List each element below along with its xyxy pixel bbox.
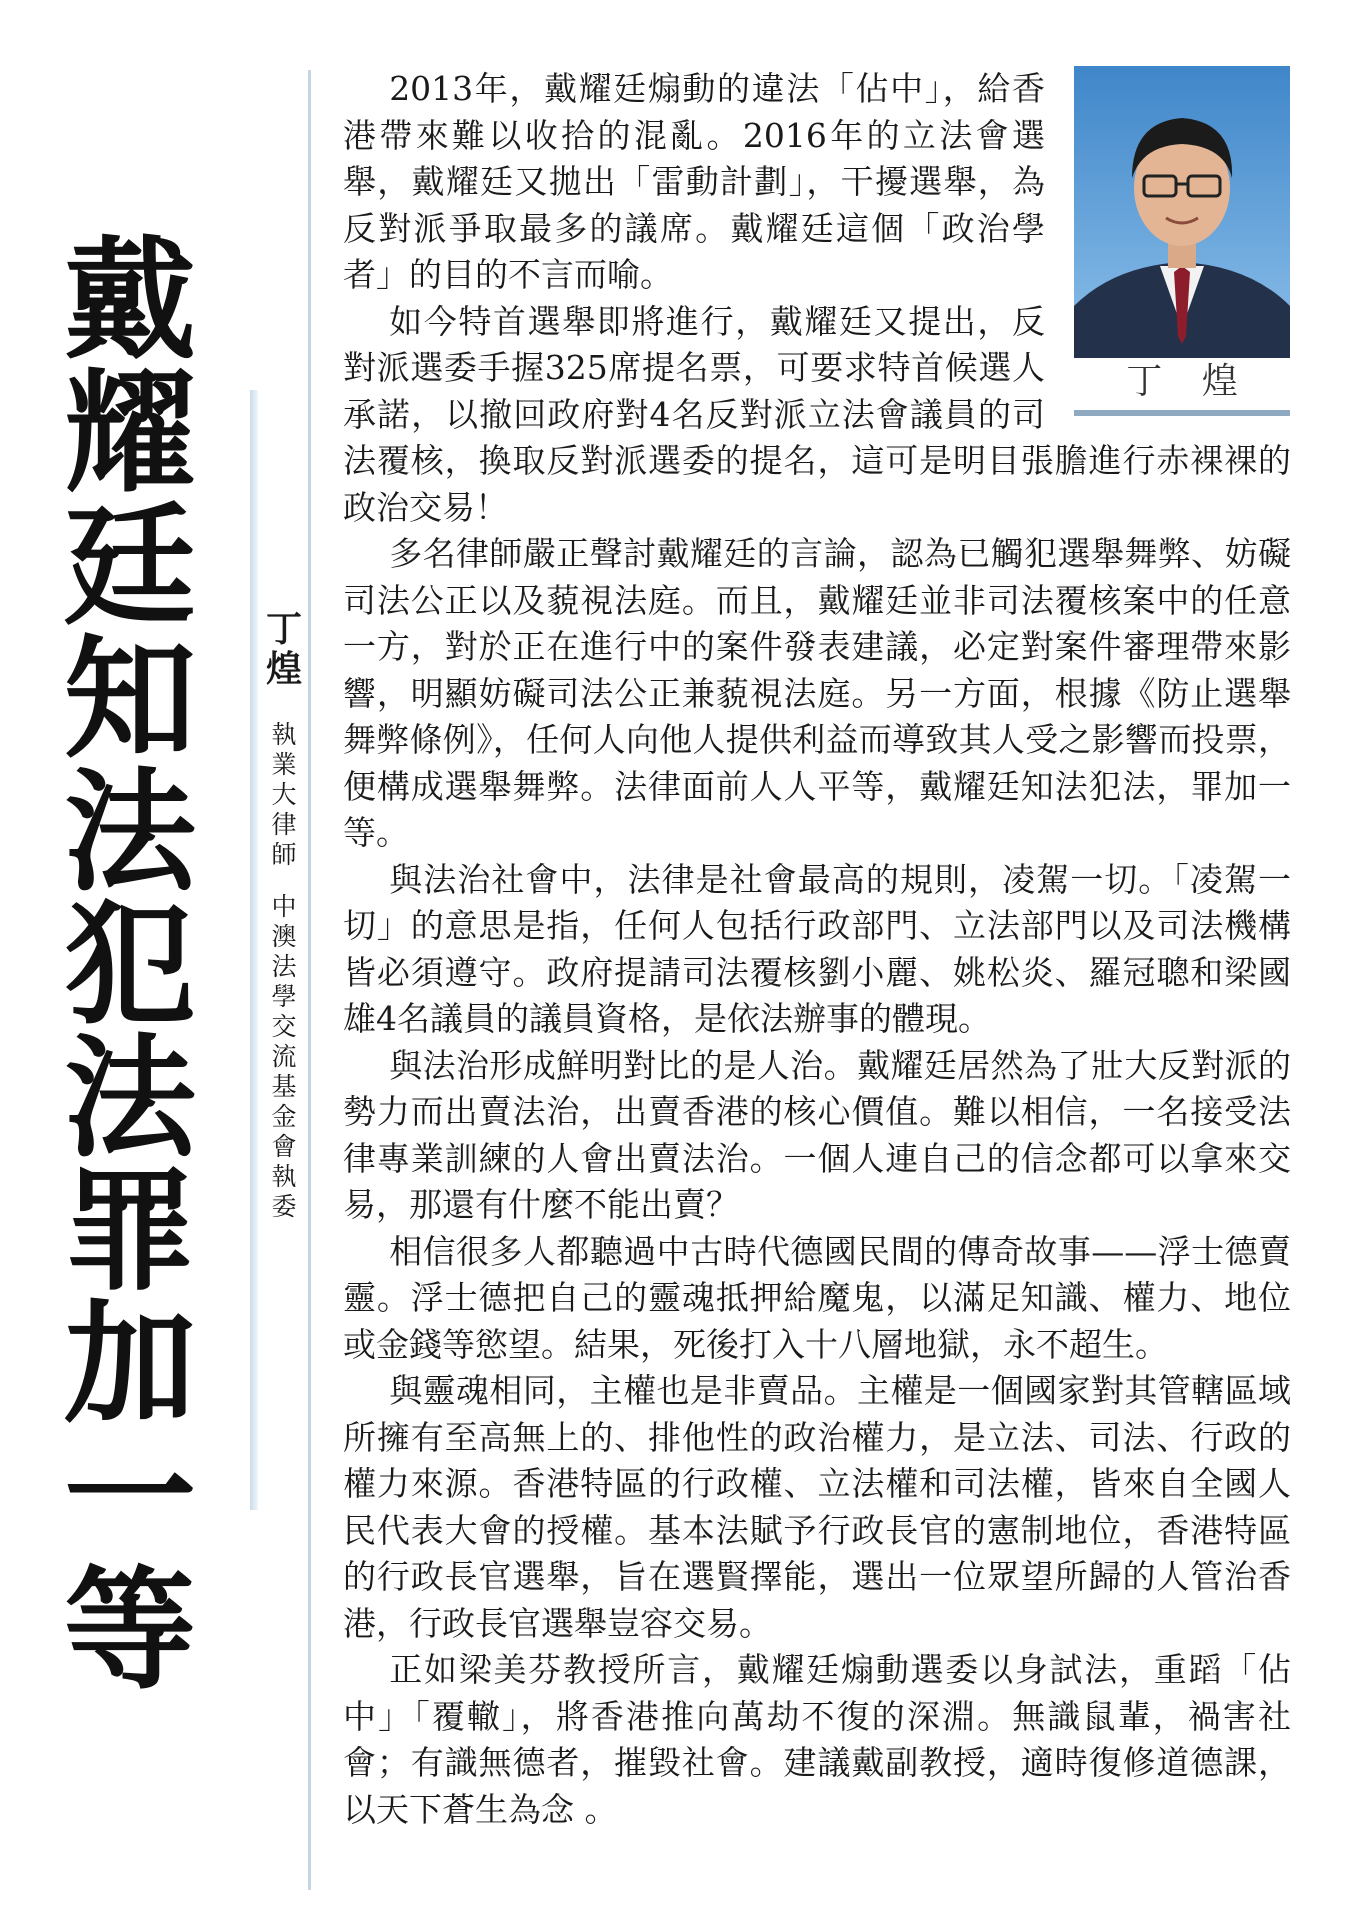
headline bbox=[60, 224, 200, 1708]
author-organization bbox=[271, 892, 296, 1222]
photo-spacer bbox=[1045, 66, 1291, 426]
headline-char: 加 bbox=[64, 1288, 196, 1442]
article-paragraph: 與法治社會中，法律是社會最高的規則，凌駕一切。「凌駕一切」的意思是指，任何人包括行政部門、立法部門以及司法機構皆必須遵守。政府提請司法覆核劉小麗、姚松炎、羅冠聰和梁國雄4名議員的議員資格，是依法辦事的體現。 bbox=[343, 859, 1291, 1038]
org-char: 澳 bbox=[271, 922, 297, 951]
author-char: 丁 bbox=[265, 609, 302, 650]
title-char: 大 bbox=[271, 780, 297, 809]
article-paragraph: 多名律師嚴正聲討戴耀廷的言論，認為已觸犯選舉舞弊、妨礙司法公正以及藐視法庭。而且，戴耀廷並非司法覆核案中的任意一方，對於正在進行中的案件發表建議，必定對案件審理帶來影響，明顯妨礙司法公正兼藐視法庭。另一方面，根據《防止選舉舞弊條例》，任何人向他人提供利益而導致其人受之影響而投票，便構成選舉舞弊。法律面前人人平等，戴耀廷知法犯法，罪加一等。 bbox=[343, 534, 1291, 852]
org-char: 金 bbox=[271, 1102, 297, 1131]
org-char: 交 bbox=[271, 1012, 297, 1041]
org-char: 委 bbox=[271, 1192, 297, 1221]
article-body bbox=[343, 66, 1291, 1833]
org-char: 執 bbox=[271, 1162, 297, 1191]
org-char: 會 bbox=[271, 1132, 297, 1161]
org-char: 法 bbox=[271, 952, 297, 981]
org-char: 中 bbox=[271, 892, 297, 921]
headline-char: 法 bbox=[64, 756, 196, 910]
column-rule bbox=[308, 70, 311, 1890]
headline-char: 法 bbox=[64, 1022, 196, 1176]
headline-char: 戴 bbox=[64, 224, 196, 378]
author-name bbox=[266, 610, 302, 690]
org-char: 學 bbox=[271, 982, 297, 1011]
title-char: 執 bbox=[271, 720, 297, 749]
author-char: 煌 bbox=[265, 649, 302, 690]
org-char: 基 bbox=[271, 1072, 297, 1101]
byline-shade bbox=[250, 390, 258, 1510]
article-paragraph: 與靈魂相同，主權也是非賣品。主權是一個國家對其管轄區域所擁有至高無上的、排他性的政治權力，是立法、司法、行政的權力來源。香港特區的行政權、立法權和司法權，皆來自全國人民代表大會的授權。基本法賦予行政長官的憲制地位，香港特區的行政長官選舉，旨在選賢擇能，選出一位眾望所歸的人管治香港，行政長官選舉豈容交易。 bbox=[343, 1371, 1291, 1643]
article-paragraph: 2013年，戴耀廷煽動的違法「佔中」，給香港帶來難以收拾的混亂。2016年的立法會選舉，戴耀廷又拋出「雷動計劃」，干擾選舉，為反對派爭取最多的議席。戴耀廷這個「政治學者」的目的不言而喻。 bbox=[343, 69, 1045, 294]
headline-char: 廷 bbox=[64, 490, 196, 644]
headline-char: 一 bbox=[64, 1421, 196, 1575]
headline-char: 犯 bbox=[64, 889, 196, 1043]
photo-caption: 丁 煌 bbox=[1126, 361, 1252, 402]
headline-char: 罪 bbox=[64, 1155, 196, 1309]
byline bbox=[264, 610, 304, 1222]
headline-char: 知 bbox=[64, 623, 196, 777]
title-char: 師 bbox=[271, 840, 297, 869]
title-char: 律 bbox=[271, 810, 297, 839]
org-char: 流 bbox=[271, 1042, 297, 1071]
author-title bbox=[271, 720, 296, 870]
article-paragraph: 正如梁美芬教授所言，戴耀廷煽動選委以身試法，重蹈「佔中」「覆轍」，將香港推向萬劫不復的深淵。無識鼠輩，禍害社會；有識無德者，摧毀社會。建議戴副教授，適時復修道德課，以天下蒼生為念 。 bbox=[343, 1650, 1291, 1829]
article-paragraph: 如今特首選舉即將進行，戴耀廷又提出，反對派選委手握325席提名票，可要求特首候選人承諾，以撤回政府對4名反對派立法會議員的司法覆核，換取反對派選委的提名，這可是明目張膽進行赤裸裸的政治交易！ bbox=[343, 301, 1291, 527]
article-paragraph: 相信很多人都聽過中古時代德國民間的傳奇故事——浮士德賣靈。浮士德把自己的靈魂抵押給魔鬼，以滿足知識、權力、地位或金錢等慾望。結果，死後打入十八層地獄，永不超生。 bbox=[343, 1231, 1291, 1364]
headline-char: 等 bbox=[64, 1554, 196, 1708]
article-paragraph: 與法治形成鮮明對比的是人治。戴耀廷居然為了壯大反對派的勢力而出賣法治，出賣香港的核心價值。難以相信，一名接受法律專業訓練的人會出賣法治。一個人連自己的信念都可以拿來交易，那還有什麼不能出賣？ bbox=[343, 1045, 1291, 1224]
headline-char: 耀 bbox=[64, 357, 196, 511]
title-char: 業 bbox=[271, 750, 297, 779]
